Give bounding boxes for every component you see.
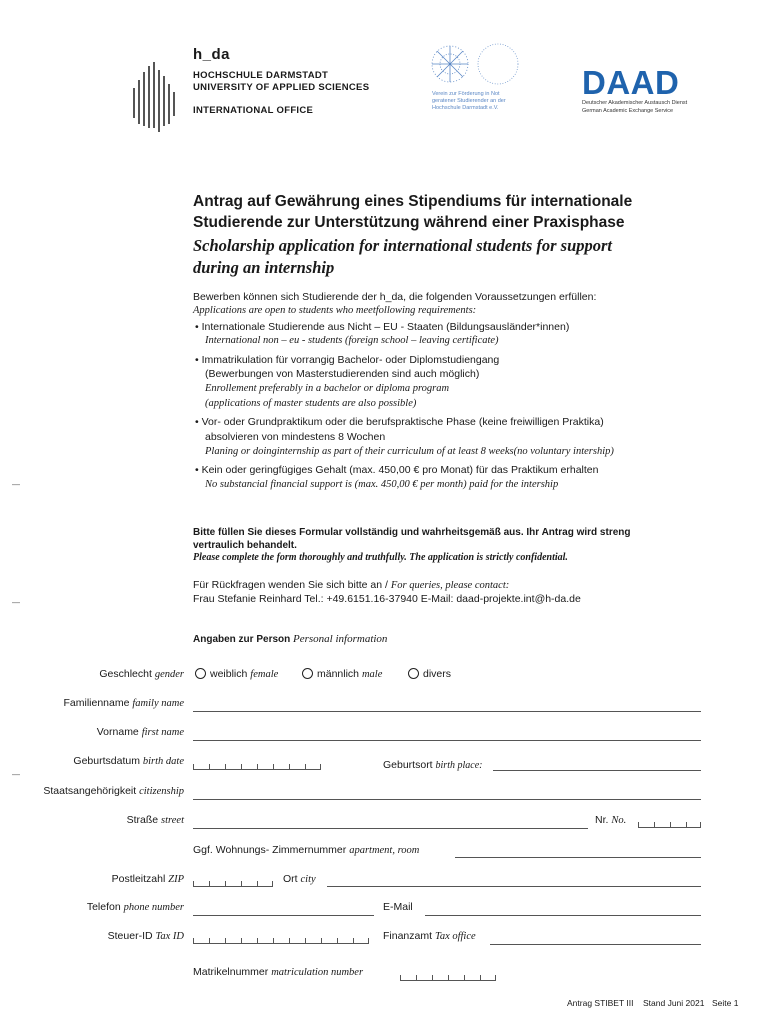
tax-id-label: Steuer-ID Tax ID	[107, 930, 184, 942]
radio-diverse[interactable]	[408, 668, 419, 679]
tax-office-label: Finanzamt Tax office	[383, 930, 476, 942]
req-4-de: • Kein oder geringfügiges Gehalt (max. 450,00 € pro Monat) für das Praktikum erhalten	[195, 464, 599, 476]
birth-place-label: Geburtsort birth place:	[383, 759, 483, 771]
footer-page: Seite 1	[712, 998, 739, 1008]
city-field[interactable]	[327, 886, 701, 887]
req-2-de-2: (Bewerbungen von Masterstudierenden sind auch möglich)	[205, 368, 480, 380]
citizenship-field[interactable]	[193, 799, 701, 800]
verein-line-2: geratener Studierender an der	[432, 98, 506, 104]
birth-place-field[interactable]	[493, 770, 701, 771]
first-name-field[interactable]	[193, 740, 701, 741]
hda-line-2: UNIVERSITY OF APPLIED SCIENCES	[193, 82, 370, 93]
zip-label: Postleitzahl ZIP	[111, 873, 184, 885]
daad-logo: DAAD	[582, 64, 680, 101]
notice-de-line-2: vertraulich behandelt.	[193, 540, 297, 551]
daad-subtitle-en: German Academic Exchange Service	[582, 108, 674, 114]
hda-short-name: h_da	[193, 46, 231, 63]
req-2-en-1: Enrollement preferably in a bachelor or diploma program	[205, 383, 450, 394]
phone-label: Telefon phone number	[86, 901, 184, 913]
title-de-line-1: Antrag auf Gewährung eines Stipendiums für internationale	[193, 193, 633, 210]
verein-logo-icon	[420, 34, 520, 94]
fold-mark: —	[12, 480, 21, 489]
matriculation-label: Matrikelnummer matriculation number	[193, 966, 364, 978]
title-de-line-2: Studierende zur Unterstützung während einer Praxisphase	[193, 214, 625, 231]
family-name-field[interactable]	[193, 711, 701, 712]
contact-line-2: Frau Stefanie Reinhard Tel.: +49.6151.16-37940 E-Mail: daad-projekte.int@h-da.de	[193, 593, 581, 605]
req-1-de: • Internationale Studierende aus Nicht – EU - Staaten (Bildungsausländer*innen)	[195, 321, 570, 333]
number-field[interactable]	[638, 822, 701, 828]
notice-de-line-1: Bitte füllen Sie dieses Formular vollständig und wahrheitsgemäß aus. Ihr Antrag wird streng	[193, 527, 631, 538]
verein-line-1: Verein zur Förderung in Not	[432, 91, 500, 97]
fold-mark: —	[12, 598, 21, 607]
apartment-field[interactable]	[455, 857, 701, 858]
gender-option-male[interactable]: männlich male	[302, 668, 382, 680]
city-label: Ort city	[283, 873, 316, 885]
section-heading: Angaben zur Person Personal information	[193, 633, 388, 645]
footer-version: Stand Juni 2021	[643, 998, 705, 1008]
phone-field[interactable]	[193, 915, 374, 916]
street-field[interactable]	[193, 828, 588, 829]
radio-male[interactable]	[302, 668, 313, 679]
req-3-de-1: • Vor- oder Grundpraktikum oder die berufspraktische Phase (keine freiwilligen Praktika)	[195, 416, 604, 428]
hda-line-3: INTERNATIONAL OFFICE	[193, 105, 314, 116]
matriculation-field[interactable]	[400, 975, 496, 981]
gender-label: Geschlecht gender	[99, 668, 184, 680]
title-en-line-2: during an internship	[193, 258, 335, 277]
zip-field[interactable]	[193, 881, 273, 887]
gender-option-diverse[interactable]: divers	[408, 668, 451, 680]
req-2-de-1: • Immatrikulation für vorrangig Bachelor- oder Diplomstudiengang	[195, 354, 500, 366]
email-field[interactable]	[425, 915, 701, 916]
number-label: Nr. No.	[595, 814, 627, 826]
email-label: E-Mail	[383, 901, 413, 913]
family-name-label: Familienname family name	[63, 697, 184, 709]
title-en-line-1: Scholarship application for international students for support	[193, 236, 613, 255]
req-3-en: Planing or doinginternship as part of their curriculum of at least 8 weeks(no voluntary intership)	[205, 446, 614, 457]
daad-subtitle-de: Deutscher Akademischer Austausch Dienst	[582, 100, 688, 106]
radio-female[interactable]	[195, 668, 206, 679]
intro-en: Applications are open to students who meetfollowing requirements:	[193, 305, 477, 316]
hda-logo-bars-icon	[133, 62, 183, 132]
req-3-de-2: absolvieren von mindestens 8 Wochen	[205, 431, 386, 443]
birth-date-label: Geburtsdatum birth date	[73, 755, 184, 767]
hda-line-1: HOCHSCHULE DARMSTADT	[193, 70, 329, 81]
gender-option-female[interactable]: weiblich female	[195, 668, 278, 680]
notice-en: Please complete the form thoroughly and truthfully. The application is strictly confidential.	[193, 552, 568, 563]
first-name-label: Vorname first name	[96, 726, 184, 738]
apartment-label: Ggf. Wohnungs- Zimmernummer apartment, room	[193, 844, 420, 856]
footer-form-name: Antrag STIBET III	[567, 998, 634, 1008]
street-label: Straße street	[126, 814, 184, 826]
tax-office-field[interactable]	[490, 944, 701, 945]
req-1-en: International non – eu - students (foreign school – leaving certificate)	[205, 335, 499, 346]
contact-line-1: Für Rückfragen wenden Sie sich bitte an / For queries, please contact:	[193, 579, 510, 591]
birth-date-field[interactable]	[193, 764, 321, 770]
verein-line-3: Hochschule Darmstadt e.V.	[432, 105, 499, 111]
fold-mark: —	[12, 770, 21, 779]
req-2-en-2: (applications of master students are also possible)	[205, 398, 417, 409]
intro-de: Bewerben können sich Studierende der h_da, die folgenden Voraussetzungen erfüllen:	[193, 291, 597, 303]
citizenship-label: Staatsangehörigkeit citizenship	[43, 785, 184, 797]
tax-id-field[interactable]	[193, 938, 369, 944]
req-4-en: No substancial financial support is (max. 450,00 € per month) paid for the intership	[205, 479, 559, 490]
